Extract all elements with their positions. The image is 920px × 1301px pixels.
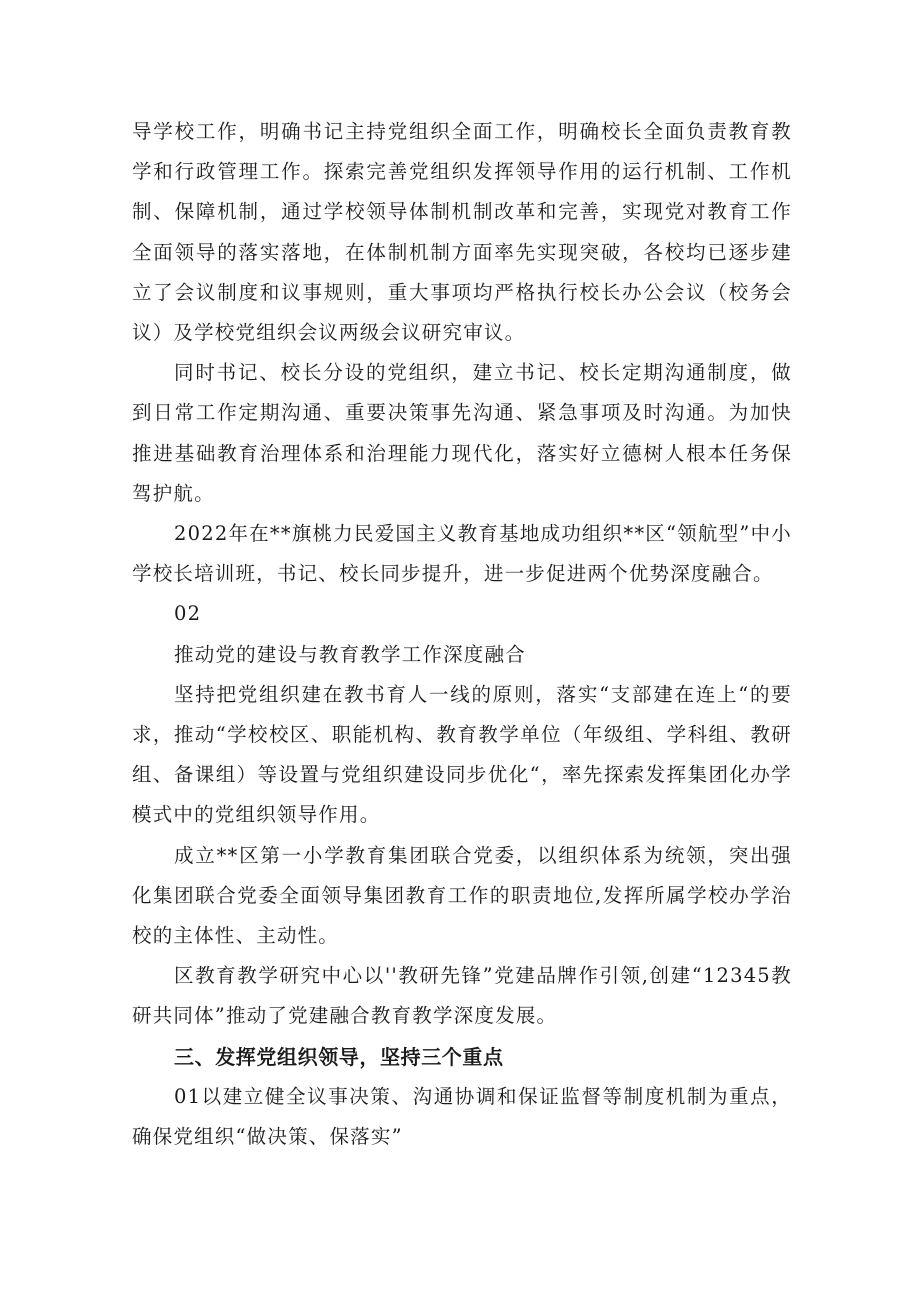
paragraph-leadership-system: 导学校工作，明确书记主持党组织全面工作，明确校长全面负责教育教学和行政管理工作。探索完善党组织发挥领导作用的运行机制、工作机制、保障机制，通过学校领导体制机制改革和完善，实现党对教育工作全面领导的落实落地，在体制机制方面率先实现突破，各校均已逐步建立了会议制度和议事规则，重大事项均严格执行校长办公会议（校务会议）及学校党组织会议两级会议研究审议。 [132,120,792,345]
paragraph-branch-setup: 坚持把党组织建在教书育人一线的原则，落实“支部建在连上“的要求，推动“学校校区、职能机构、教育教学单位（年级组、学科组、教研组、备课组）等设置与党组织建设同步优化“，率先探索发挥集团化办学模式中的党组织领导作用。 [132,682,792,827]
paragraph-principal-training: 2022年在**旗桃力民爱国主义教育基地成功组织**区“领航型”中小学校长培训班，书记、校长同步提升，进一步促进两个优势深度融合。 [132,522,792,586]
document-body [132,112,792,1157]
paragraph-decision-mechanism: 01以建立健全议事决策、沟通协调和保证监督等制度机制为重点，确保党组织“做决策、保落实” [132,1084,792,1149]
paragraph-communication-system: 同时书记、校长分设的党组织，建立书记、校长定期沟通制度，做到日常工作定期沟通、重要决策事先沟通、紧急事项及时沟通。为加快推进基础教育治理体系和治理能力现代化，落实好立德树人根本任务保驾护航。 [132,361,792,505]
section-title: 推动党的建设与教育教学工作深度融合 [174,642,526,666]
paragraph-research-center: 区教育教学研究中心以''教研先锋”党建品牌作引领,创建“12345教研共同体”推动了党建融合教育教学深度发展。 [132,964,792,1028]
section-number: 02 [174,602,202,626]
paragraph-joint-committee: 成立**区第一小学教育集团联合党委，以组织体系为统领，突出强化集团联合党委全面领导集团教育工作的职责地位,发挥所属学校办学治校的主体性、主动性。 [132,843,792,948]
section-heading: 三、发挥党组织领导，坚持三个重点 [174,1044,504,1069]
